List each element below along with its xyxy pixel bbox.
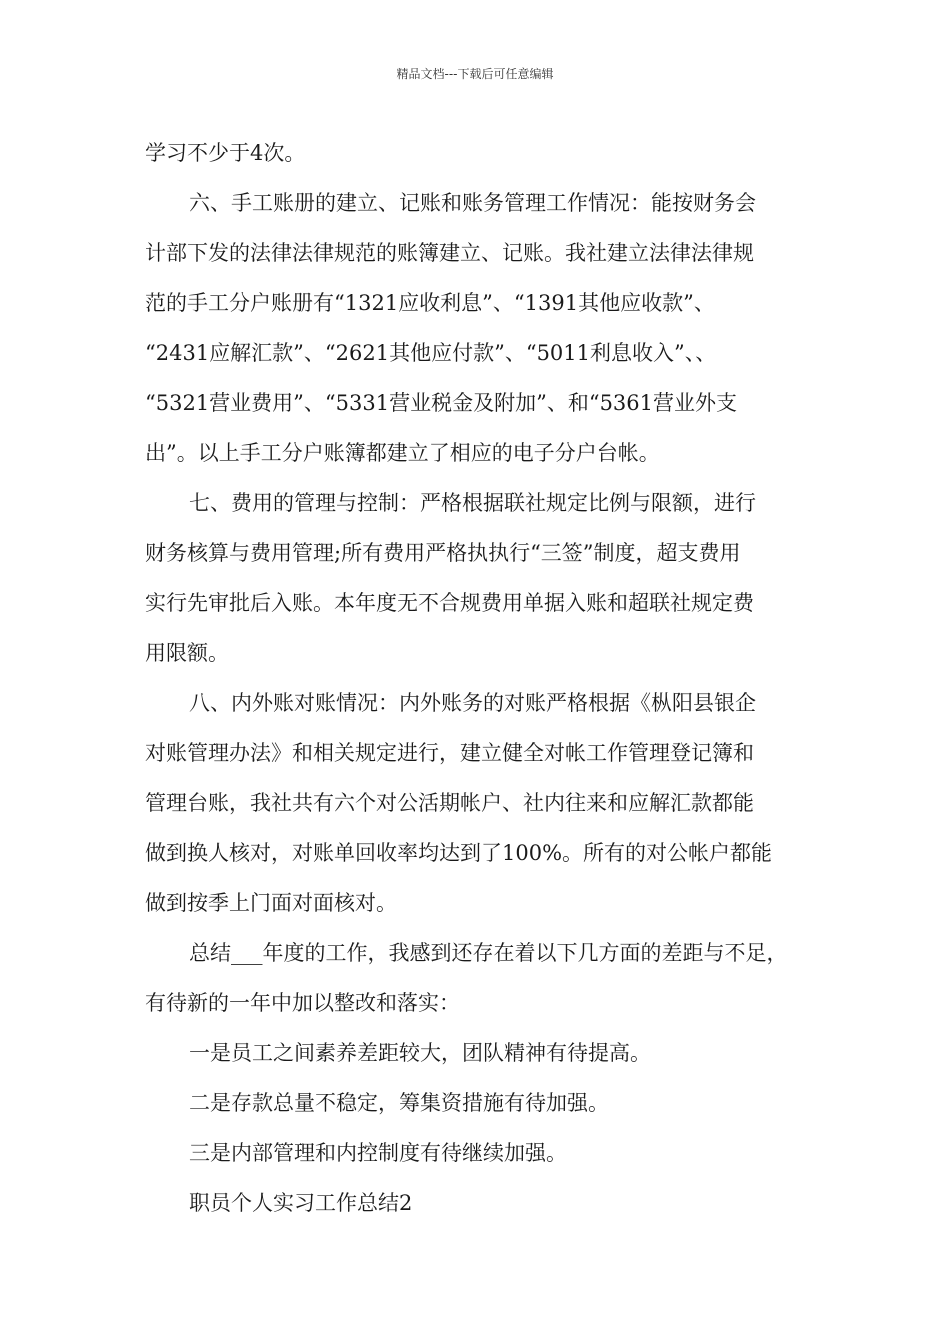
section-six-heading-line: 六、手工账册的建立、记账和账务管理工作情况：能按财务会 <box>189 191 756 215</box>
text-line: 管理台账，我社共有六个对公活期帐户、社内往来和应解汇款都能 <box>145 791 754 815</box>
summary-paragraph-line: 总结___年度的工作，我感到还存在着以下几方面的差距与不足， <box>189 941 788 965</box>
text-line: 做到按季上门面对面核对。 <box>145 891 397 915</box>
list-item-three: 三是内部管理和内控制度有待继续加强。 <box>189 1141 567 1165</box>
text-line: 财务核算与费用管理;所有费用严格执执行“三签”制度，超支费用 <box>145 541 741 565</box>
page-header: 精品文档---下载后可任意编辑 <box>396 67 554 81</box>
text-line: 对账管理办法》和相关规定进行，建立健全对帐工作管理登记簿和 <box>145 741 754 765</box>
text-line: “5321营业费用”、“5331营业税金及附加”、和“5361营业外支 <box>145 391 738 415</box>
text-line: 范的手工分户账册有“1321应收利息”、“1391其他应收款”、 <box>145 291 715 315</box>
text-line: 有待新的一年中加以整改和落实： <box>145 991 460 1015</box>
text-line: 用限额。 <box>145 641 229 665</box>
section-eight-heading-line: 八、内外账对账情况：内外账务的对账严格根据《枞阳县银企 <box>189 691 756 715</box>
text-line: “2431应解汇款”、“2621其他应付款”、“5011利息收入”、、 <box>145 341 717 365</box>
text-line: 实行先审批后入账。本年度无不合规费用单据入账和超联社规定费 <box>145 591 754 615</box>
text-line: 做到换人核对，对账单回收率均达到了100%。所有的对公帐户都能 <box>145 841 773 865</box>
document-body <box>145 128 815 1228</box>
text-line: 出”。以上手工分户账簿都建立了相应的电子分户台帐。 <box>145 441 660 465</box>
next-section-title: 职员个人实习工作总结2 <box>189 1191 413 1215</box>
text-line: 学习不少于4次。 <box>145 141 306 165</box>
text-line: 计部下发的法律法律规范的账簿建立、记账。我社建立法律法律规 <box>145 241 754 265</box>
list-item-two: 二是存款总量不稳定，筹集资措施有待加强。 <box>189 1091 609 1115</box>
section-seven-heading-line: 七、费用的管理与控制：严格根据联社规定比例与限额，进行 <box>189 491 756 515</box>
list-item-one: 一是员工之间素养差距较大，团队精神有待提高。 <box>189 1041 651 1065</box>
